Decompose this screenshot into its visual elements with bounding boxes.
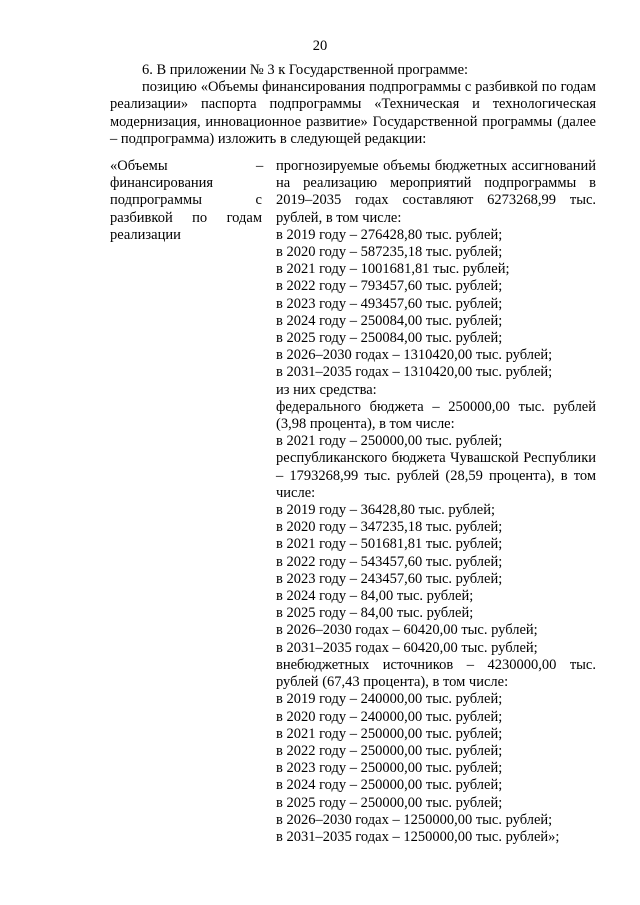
funding-line: в 2025 году – 250084,00 тыс. рублей; <box>276 330 503 347</box>
funding-line: в 2021 году – 250000,00 тыс. рублей; <box>276 725 503 742</box>
funding-line: в 2020 году – 240000,00 тыс. рублей; <box>276 708 503 725</box>
funding-line: в 2023 году – 250000,00 тыс. рублей; <box>276 760 503 777</box>
table-left-cell <box>110 158 262 244</box>
intro-section <box>110 62 596 148</box>
funding-line: в 2026–2030 годах – 1310420,00 тыс. рублей; <box>276 347 553 364</box>
extra-lines <box>276 691 596 846</box>
left-cell-text: «Объемы финансирования подпрограммы с разбивкой по годам реализации <box>110 158 262 243</box>
funding-line: в 2024 году – 250084,00 тыс. рублей; <box>276 312 503 329</box>
funding-line: в 2031–2035 годах – 1250000,00 тыс. рублей»; <box>276 828 560 845</box>
federal-intro: федерального бюджета – 250000,00 тыс. рублей (3,98 процента), в том числе: <box>276 398 596 433</box>
funding-line: в 2019 году – 240000,00 тыс. рублей; <box>276 691 503 708</box>
funding-line: в 2024 году – 250000,00 тыс. рублей; <box>276 777 503 794</box>
funding-line: в 2022 году – 543457,60 тыс. рублей; <box>276 553 503 570</box>
funding-line: в 2023 году – 493457,60 тыс. рублей; <box>276 295 503 312</box>
funding-line: в 2021 году – 501681,81 тыс. рублей; <box>276 536 503 553</box>
funding-line: в 2023 году – 243457,60 тыс. рублей; <box>276 570 503 587</box>
funding-line: в 2025 году – 84,00 тыс. рублей; <box>276 605 474 622</box>
republic-intro: республиканского бюджета Чувашской Республики – 1793268,99 тыс. рублей (28,59 процента), в том числе: <box>276 450 596 501</box>
extra-intro: внебюджетных источников – 4230000,00 тыс. рублей (67,43 процента), в том числе: <box>276 656 596 691</box>
funding-line: в 2024 году – 84,00 тыс. рублей; <box>276 588 474 605</box>
federal-lines <box>276 433 596 450</box>
funding-line: в 2022 году – 793457,60 тыс. рублей; <box>276 278 503 295</box>
funding-line: в 2022 году – 250000,00 тыс. рублей; <box>276 742 503 759</box>
table-right-cell <box>276 158 596 846</box>
of-them-label: из них средства: <box>276 381 377 398</box>
funding-line: в 2031–2035 годах – 1310420,00 тыс. рублей; <box>276 364 553 381</box>
funding-line: в 2026–2030 годах – 60420,00 тыс. рублей; <box>276 622 538 639</box>
intro-line: 6. В приложении № 3 к Государственной программе: <box>142 62 469 78</box>
page-number: 20 <box>312 38 328 54</box>
funding-line: в 2019 году – 36428,80 тыс. рублей; <box>276 502 496 519</box>
republic-lines <box>276 502 596 657</box>
funding-line: в 2021 году – 1001681,81 тыс. рублей; <box>276 261 510 278</box>
intro-paragraph: позицию «Объемы финансирования подпрограммы с разбивкой по годам реализации» паспорта подпрограммы «Техническая и технологическая модернизация, инновационное развитие» Государственной программы (далее – подпрограмма) изложить в следующей редакции: <box>110 79 596 147</box>
funding-line: в 2020 году – 347235,18 тыс. рублей; <box>276 519 503 536</box>
total-lines <box>276 227 596 382</box>
funding-line: в 2025 году – 250000,00 тыс. рублей; <box>276 794 503 811</box>
total-intro: прогнозируемые объемы бюджетных ассигнований на реализацию мероприятий подпрограммы в 2019–2035 годах составляют 6273268,99 тыс. рублей, в том числе: <box>276 158 596 226</box>
table-dash: – <box>256 158 264 174</box>
funding-line: в 2026–2030 годах – 1250000,00 тыс. рублей; <box>276 811 553 828</box>
funding-line: в 2031–2035 годах – 60420,00 тыс. рублей; <box>276 639 538 656</box>
funding-line: в 2020 году – 587235,18 тыс. рублей; <box>276 244 503 261</box>
funding-line: в 2021 году – 250000,00 тыс. рублей; <box>276 433 503 450</box>
funding-line: в 2019 году – 276428,80 тыс. рублей; <box>276 226 503 243</box>
